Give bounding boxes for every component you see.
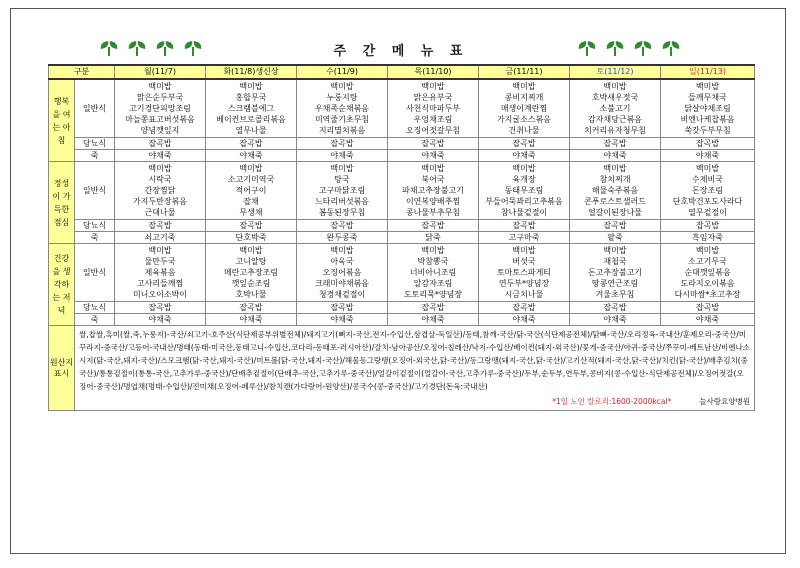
porridge-cell: 흑임자죽 <box>661 232 755 244</box>
menu-cell <box>661 79 755 138</box>
diabetic-cell: 잡곡밥 <box>388 220 479 232</box>
porridge-cell: 야채죽 <box>570 314 661 326</box>
porridge-cell: 야채죽 <box>479 150 570 162</box>
diabetic-cell: 잡곡밥 <box>206 138 297 150</box>
diabetic-cell: 잡곡밥 <box>661 138 755 150</box>
diabetic-cell: 잡곡밥 <box>115 302 206 314</box>
menu-cell <box>297 79 388 138</box>
menu-item: 땅콩연근조림 <box>591 279 639 288</box>
title-row <box>48 36 754 62</box>
diabetic-cell: 잡곡밥 <box>570 220 661 232</box>
menu-item: 부들어묵꽈리고추볶음 <box>485 197 563 206</box>
menu-item: 고구마닭조림 <box>318 186 366 195</box>
diabetic-cell: 잡곡밥 <box>479 138 570 150</box>
menu-item: 얼갈이된장나물 <box>587 208 643 217</box>
menu-item: 시금치나물 <box>504 290 544 299</box>
diabetic-row <box>49 138 755 150</box>
menu-item: 백미밥 <box>421 246 445 255</box>
menu-item: 스크램블에그 <box>227 104 275 113</box>
menu-cell <box>206 162 297 220</box>
diabetic-cell: 잡곡밥 <box>661 220 755 232</box>
menu-item: 도라지오이볶음 <box>680 279 735 288</box>
menu-item: 해물숙주볶음 <box>591 186 639 195</box>
origin-text: 쌀,찹쌀,흑미(쌀,죽,누룽지)-국산/쇠고기-호주산(식단제공부위별전체)/돼지고기(뼈지-국산,전지-수입산,삼겹살-독일산)/동태,참깨-국산/닭-국산(식단제공전체)/닭뼈-국산/오리정육-국내산/훈제오리-중국산/미꾸라지-중국산/고등어-국내산/명태(동태-미국산,동태고니-수입산,코다리-동태포-러시아산)/갈치-남아공산/오징어-칠레산/낙지-수입산/베이컨(돼지-외국산)/꽃게-중국산/아귀-중국산/쭈꾸미-베트남산/비엔나소시지(닭-국산,돼지-국산)/스모크햄(닭-국산,돼지-국산)/미트볼(닭-국산,돼지-국산)/해물동그랑땡(오징어-외국산,닭-국산)/동그랑땡(돼지-국산,닭-국산)/고기산적(돼지-국산,닭-국산)/치킨(닭-국산)/배추김치(중국산)/통통겉절이(통통-국산,고추가루-중국산)/단배추겉절이(단배추-국산,고추가루-중국산)/얼갈이겉절이(얼갈이-국산,고추가루-중국산)/두부,순두부,연두부,콩비지(콩-수입산-식단제공전체)/오징어젓갈(오징어-중국산)/명엽채(명태-수입산)/진미채(오징어-페루산)/참치캔(가다랑어-원양산)/콩국수(콩-중국산)/고기경단(돈육:국내산) <box>79 330 751 391</box>
menu-item: 닭살야채조림 <box>684 104 731 113</box>
menu-item: 소고기미역국 <box>227 175 275 184</box>
day-header-tue: 화(11/8)생신상 <box>206 65 297 79</box>
menu-item: 잡채 <box>243 197 259 206</box>
menu-item: 알감자조림 <box>413 279 453 288</box>
menu-item: 백미밥 <box>148 164 172 173</box>
menu-item: 맑은유부국 <box>413 93 453 102</box>
menu-item: 백미밥 <box>239 82 263 91</box>
diabetic-cell: 잡곡밥 <box>115 138 206 150</box>
general-row <box>49 79 755 138</box>
menu-item: 백미밥 <box>695 246 720 255</box>
menu-item: 백미밥 <box>603 82 627 91</box>
porridge-cell: 완두콩죽 <box>297 232 388 244</box>
menu-item: 느타리버섯볶음 <box>314 197 370 206</box>
menu-item: 미역줄기초무침 <box>314 115 370 124</box>
menu-item: 이연복양배추찜 <box>405 197 461 206</box>
porridge-cell: 단호박죽 <box>206 232 297 244</box>
origin-footer <box>79 395 750 408</box>
menu-item: 백미밥 <box>695 82 720 91</box>
porridge-cell: 고구마죽 <box>479 232 570 244</box>
origin-cell <box>75 326 755 411</box>
menu-cell <box>479 244 570 302</box>
menu-item: 우채족순채볶음 <box>314 104 370 113</box>
menu-item: 호박새우젓국 <box>591 93 639 102</box>
menu-item: 순대깻잎볶음 <box>684 268 731 277</box>
porridge-cell: 야채죽 <box>115 150 206 162</box>
meal-name: 행복을 여는 아침 <box>49 79 75 162</box>
menu-item: 시락국 <box>148 175 172 184</box>
porridge-row <box>49 150 755 162</box>
menu-item: 홍합무국 <box>235 93 267 102</box>
menu-cell <box>479 79 570 138</box>
porridge-label: 죽 <box>75 314 115 326</box>
menu-item: 물만두국 <box>144 257 176 266</box>
general-label: 일반식 <box>75 162 115 220</box>
menu-item: 미니오이소박이 <box>132 290 188 299</box>
menu-item: 단호박건포도사라다 <box>672 197 743 206</box>
menu-item: 연두부*양념장 <box>498 279 550 288</box>
menu-item: 지리멸치볶음 <box>318 126 366 135</box>
meal-name: 정성이 가득한 점심 <box>49 162 75 244</box>
menu-cell <box>479 162 570 220</box>
menu-item: 콩비지찌개 <box>504 93 544 102</box>
menu-item: 오징어젓갈무침 <box>405 126 461 135</box>
menu-item: 돈고추장불고기 <box>587 268 643 277</box>
weekly-menu-table <box>48 64 755 411</box>
header-row <box>49 65 755 79</box>
origin-row <box>49 326 755 411</box>
general-row <box>49 162 755 220</box>
menu-item: 근대나물 <box>144 208 176 217</box>
porridge-row <box>49 314 755 326</box>
diabetic-cell: 잡곡밥 <box>297 220 388 232</box>
menu-item: 비엔나케찹볶음 <box>680 115 735 124</box>
diabetic-cell: 잡곡밥 <box>570 138 661 150</box>
day-header-sat: 토(11/12) <box>570 65 661 79</box>
diabetic-row <box>49 302 755 314</box>
menu-item: 재첩국 <box>603 257 627 266</box>
menu-cell <box>388 162 479 220</box>
page-title: 주 간 메 뉴 표 <box>333 43 469 59</box>
diabetic-cell: 잡곡밥 <box>206 220 297 232</box>
menu-item: 무생채 <box>239 208 263 217</box>
menu-item: 콘푸로스트샐러드 <box>584 197 646 206</box>
porridge-cell: 야채죽 <box>388 314 479 326</box>
menu-item: 백미밥 <box>695 164 720 173</box>
menu-cell <box>388 79 479 138</box>
porridge-label: 죽 <box>75 232 115 244</box>
diabetic-label: 당뇨식 <box>75 302 115 314</box>
menu-cell <box>570 244 661 302</box>
menu-item: 도토리묵*양념장 <box>403 290 463 299</box>
menu-cell <box>388 244 479 302</box>
menu-item: 열무나물 <box>235 126 267 135</box>
menu-item: 고기경단피망조림 <box>129 104 191 113</box>
porridge-cell: 야채죽 <box>570 150 661 162</box>
porridge-cell: 야채죽 <box>115 314 206 326</box>
diabetic-row <box>49 220 755 232</box>
menu-item: 너비아니조림 <box>409 268 457 277</box>
menu-item: 봄동된장무침 <box>318 208 366 217</box>
menu-cell <box>661 162 755 220</box>
menu-item: 양념깻잎지 <box>140 126 180 135</box>
menu-item: 동태무조림 <box>504 186 544 195</box>
menu-item: 크래미야채볶음 <box>314 279 370 288</box>
menu-item: 건취나물 <box>508 126 540 135</box>
diabetic-label: 당뇨식 <box>75 220 115 232</box>
menu-cell <box>570 162 661 220</box>
porridge-cell: 야채죽 <box>479 314 570 326</box>
menu-item: 아욱국 <box>330 257 354 266</box>
menu-item: 참나물겉절이 <box>500 208 548 217</box>
menu-item: 백미밥 <box>421 164 445 173</box>
menu-item: 백미밥 <box>239 164 263 173</box>
menu-cell <box>115 162 206 220</box>
menu-item: 버섯국 <box>512 257 536 266</box>
menu-item: 누룽지탕 <box>326 93 358 102</box>
menu-item: 토마토스파게티 <box>496 268 552 277</box>
menu-item: 열무겉절이 <box>688 208 727 217</box>
porridge-label: 죽 <box>75 150 115 162</box>
diabetic-cell: 잡곡밥 <box>570 302 661 314</box>
menu-item: 참치찌개 <box>599 175 631 184</box>
menu-item: 고니알탕 <box>235 257 267 266</box>
menu-item: 돈장조림 <box>692 186 723 195</box>
menu-item: 매생이계란찜 <box>500 104 548 113</box>
calorie-note: *1일 노인 칼로리:1600-2000kcal* <box>552 397 672 406</box>
day-header-fri: 금(11/11) <box>479 65 570 79</box>
meal-name: 건강을 생각하는 저녁 <box>49 244 75 326</box>
menu-item: 소불고기 <box>599 104 631 113</box>
day-header-thu: 목(11/10) <box>388 65 479 79</box>
origin-label-text: 원산지 표시 <box>49 358 74 378</box>
menu-cell <box>661 244 755 302</box>
day-header-mon: 월(11/7) <box>115 65 206 79</box>
menu-item: 적어구이 <box>235 186 267 195</box>
general-label: 일반식 <box>75 79 115 138</box>
menu-item: 우엉채조림 <box>413 115 453 124</box>
diabetic-cell: 잡곡밥 <box>388 302 479 314</box>
menu-item: 백미밥 <box>603 246 627 255</box>
menu-item: 깻잎순조림 <box>231 279 271 288</box>
menu-cell <box>115 244 206 302</box>
menu-item: 청경채겉절이 <box>318 290 366 299</box>
porridge-cell: 팥죽 <box>570 232 661 244</box>
menu-item: 베이컨브로콜리볶음 <box>216 115 286 124</box>
porridge-cell: 야채죽 <box>661 150 755 162</box>
menu-item: 백미밥 <box>512 246 536 255</box>
day-header-sun: 일(11/13) <box>661 65 755 79</box>
menu-item: 치커리유자청무침 <box>584 126 646 135</box>
porridge-cell: 야채죽 <box>297 314 388 326</box>
diabetic-cell: 잡곡밥 <box>297 138 388 150</box>
diabetic-cell: 잡곡밥 <box>388 138 479 150</box>
diabetic-cell: 잡곡밥 <box>115 220 206 232</box>
menu-item: 백미밥 <box>512 82 536 91</box>
porridge-row <box>49 232 755 244</box>
menu-item: 수제비국 <box>692 175 723 184</box>
menu-item: 백미밥 <box>603 164 627 173</box>
menu-item: 다시마쌈*초고추장 <box>674 290 741 299</box>
menu-item: 오징어볶음 <box>322 268 362 277</box>
diabetic-cell: 잡곡밥 <box>479 302 570 314</box>
menu-item: 백미밥 <box>512 164 536 173</box>
menu-item: 파채고추장불고기 <box>402 186 464 195</box>
porridge-cell: 야채죽 <box>388 150 479 162</box>
porridge-cell: 쇠고기죽 <box>115 232 206 244</box>
menu-cell <box>206 244 297 302</box>
menu-item: 사천식마파두부 <box>405 104 461 113</box>
menu-item: 백미밥 <box>330 164 354 173</box>
menu-cell <box>297 162 388 220</box>
menu-cell <box>206 79 297 138</box>
diabetic-cell: 잡곡밥 <box>206 302 297 314</box>
menu-item: 육개장 <box>512 175 536 184</box>
menu-item: 호박나물 <box>235 290 267 299</box>
porridge-cell: 닭죽 <box>388 232 479 244</box>
menu-item: 탕국 <box>334 175 350 184</box>
menu-item: 감자채당근볶음 <box>587 115 643 124</box>
general-row <box>49 244 755 302</box>
porridge-cell: 야채죽 <box>206 150 297 162</box>
menu-item: 제육볶음 <box>144 268 176 277</box>
menu-item: 백미밥 <box>239 246 263 255</box>
menu-cell <box>115 79 206 138</box>
menu-item: 백미밥 <box>421 82 445 91</box>
diabetic-cell: 잡곡밥 <box>297 302 388 314</box>
porridge-cell: 야채죽 <box>297 150 388 162</box>
menu-item: 고사리들깨찜 <box>136 279 184 288</box>
menu-item: 겨울초무침 <box>595 290 635 299</box>
menu-item: 메란고추장조림 <box>223 268 279 277</box>
menu-item: 백미밥 <box>148 82 172 91</box>
menu-item: 백미밥 <box>148 246 172 255</box>
menu-item: 백미밥 <box>330 82 354 91</box>
menu-item: 마늘쫑표고버섯볶음 <box>125 115 195 124</box>
menu-cell <box>570 79 661 138</box>
menu-item: 맑은순두부국 <box>136 93 184 102</box>
menu-cell <box>297 244 388 302</box>
menu-item: 박참뽕국 <box>417 257 449 266</box>
diabetic-cell: 잡곡밥 <box>661 302 755 314</box>
day-header-wed: 수(11/9) <box>297 65 388 79</box>
general-label: 일반식 <box>75 244 115 302</box>
category-header: 구분 <box>49 65 115 79</box>
facility-name: 늘사랑요양병원 <box>699 397 750 406</box>
origin-label <box>49 326 75 411</box>
diabetic-label: 당뇨식 <box>75 138 115 150</box>
menu-item: 가지굴소스볶음 <box>496 115 552 124</box>
diabetic-cell: 잡곡밥 <box>479 220 570 232</box>
menu-item: 북어국 <box>421 175 445 184</box>
menu-item: 소고기무국 <box>688 257 727 266</box>
menu-item: 쑥갓두부무침 <box>684 126 731 135</box>
menu-item: 들깨무채국 <box>688 93 727 102</box>
menu-item: 가지두반장볶음 <box>132 197 188 206</box>
menu-item: 콩나물부추무침 <box>405 208 461 217</box>
porridge-cell: 야채죽 <box>206 314 297 326</box>
menu-item: 백미밥 <box>330 246 354 255</box>
menu-item: 간장찜닭 <box>144 186 176 195</box>
porridge-cell: 야채죽 <box>661 314 755 326</box>
